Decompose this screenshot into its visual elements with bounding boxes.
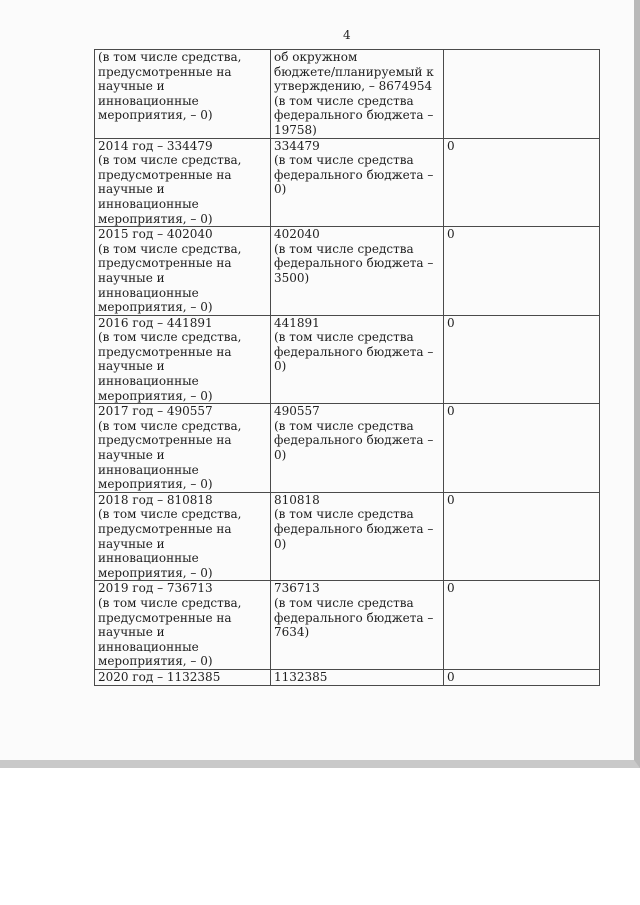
- table-cell-other-sources: 0: [444, 581, 600, 670]
- table-row: [95, 669, 600, 685]
- table-cell-total-funding: 2020 год – 1132385: [95, 669, 271, 685]
- table-cell-total-funding: (в том числе средства, предусмотренные на научные и инновационные мероприятия, – 0): [95, 50, 271, 139]
- table-cell-other-sources: 0: [444, 315, 600, 404]
- table-cell-total-funding: 2014 год – 334479 (в том числе средства, предусмотренные на научные и инновационные мероприятия, – 0): [95, 138, 271, 227]
- table-cell-total-funding: 2019 год – 736713 (в том числе средства, предусмотренные на научные и инновационные мероприятия, – 0): [95, 581, 271, 670]
- table-cell-total-funding: 2018 год – 810818 (в том числе средства, предусмотренные на научные и инновационные мероприятия, – 0): [95, 492, 271, 581]
- table-cell-district-budget: 441891 (в том числе средства федерального бюджета – 0): [271, 315, 444, 404]
- table-cell-other-sources: [444, 50, 600, 139]
- table-row: [95, 138, 600, 227]
- table-cell-other-sources: 0: [444, 138, 600, 227]
- table-cell-other-sources: 0: [444, 492, 600, 581]
- table-cell-total-funding: 2016 год – 441891 (в том числе средства, предусмотренные на научные и инновационные мероприятия, – 0): [95, 315, 271, 404]
- table-cell-district-budget: 402040 (в том числе средства федерального бюджета – 3500): [271, 227, 444, 316]
- page-number: 4: [343, 28, 351, 42]
- table-cell-district-budget: 810818 (в том числе средства федерального бюджета – 0): [271, 492, 444, 581]
- table-row: [95, 227, 600, 316]
- table-row: [95, 404, 600, 493]
- table-row: [95, 492, 600, 581]
- table-row: [95, 315, 600, 404]
- table-row: [95, 581, 600, 670]
- table-cell-district-budget: 736713 (в том числе средства федерального бюджета – 7634): [271, 581, 444, 670]
- table-cell-district-budget: об окружном бюджете/планируемый к утверждению, – 8674954 (в том числе средства федерального бюджета – 19758): [271, 50, 444, 139]
- table-cell-district-budget: 334479 (в том числе средства федерального бюджета – 0): [271, 138, 444, 227]
- table-cell-total-funding: 2017 год – 490557 (в том числе средства, предусмотренные на научные и инновационные мероприятия, – 0): [95, 404, 271, 493]
- table-cell-district-budget: 1132385: [271, 669, 444, 685]
- table-cell-other-sources: 0: [444, 669, 600, 685]
- table-cell-other-sources: 0: [444, 227, 600, 316]
- table-cell-total-funding: 2015 год – 402040 (в том числе средства, предусмотренные на научные и инновационные мероприятия, – 0): [95, 227, 271, 316]
- budget-table: [94, 49, 600, 686]
- table-cell-district-budget: 490557 (в том числе средства федерального бюджета – 0): [271, 404, 444, 493]
- table-cell-other-sources: 0: [444, 404, 600, 493]
- table-row: [95, 50, 600, 139]
